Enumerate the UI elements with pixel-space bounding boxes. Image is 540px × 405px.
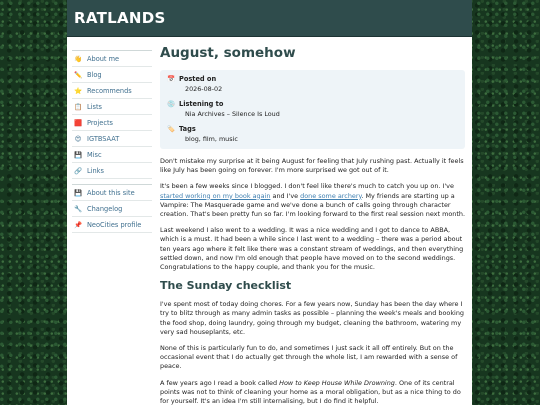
site-header [67,0,472,37]
sidebar-item-misc[interactable] [72,147,152,163]
sidebar-item-label: IGTBSAAT [87,134,120,143]
sidebar-item-label: Recommends [87,86,132,95]
sidebar-item-label: Links [87,166,104,175]
paragraph-text: A few years ago I read a book called [160,378,280,387]
post-meta-box [160,70,465,149]
sidebar-item-label: NeoCities profile [87,220,142,229]
pencil-icon: ✏️ [73,70,83,79]
tags-heading [167,125,458,133]
star-icon: ⭐ [73,86,83,95]
nav-group-main [72,50,152,179]
sidebar-item-label: Changelog [87,204,123,213]
sidebar-item-about-this-site[interactable] [72,185,152,201]
posted-date: 2026-08-02 [185,85,223,93]
clipboard-icon: 📋 [73,102,83,111]
posted-on-heading [167,75,458,83]
sidebar-item-blog[interactable] [72,67,152,83]
link-icon: 🔗 [73,166,83,175]
pushpin-icon: 📌 [73,220,83,229]
archery-link[interactable]: done some archery [300,191,362,200]
post-paragraph-3: Last weekend I also went to a wedding. It was a nice wedding and I got to dance to ABBA, which is a must. It had been a while since I last went to a wedding – there was a period about ten years ago where it felt like there was a constant stream of weddings, and then everything settled down, and now I'm old enough that people have moved on to the second weddings. Congratulations to the happy couple, and thank you for the music. [160,226,464,272]
post-paragraph-2 [160,182,465,219]
paragraph-text: and I've [270,191,301,200]
post-paragraph-6 [160,379,465,405]
nav-group-site [72,184,152,233]
sidebar-item-projects[interactable] [72,115,152,131]
post-paragraph-4: I've spent most of today doing chores. For a few years now, Sunday has been the day where I try to blitz through as many admin tasks as possible – planning the week's meals and booking the food shop, doing laundry, going through my budget, cleaning the bathroom, watering my very sad houseplants, etc. [160,300,465,336]
sidebar-item-igtbsaat[interactable] [72,131,152,147]
tags-value: blog, film, music [185,135,238,143]
sidebar-item-label: Misc [87,150,102,159]
heart-eyes-icon: 😍 [74,134,82,143]
calendar-icon: 📅 [167,75,176,83]
listening-to-heading [167,100,458,108]
sidebar-item-label: Projects [87,118,113,127]
paragraph-text: . My friends are starting up a Vampire: The Masquerade game and we've done a bunch of calls going through character creation. That's been pretty fun so far. I'm looking forward to the first real session next month. [160,191,466,219]
paragraph-text: It's been a few weeks since I blogged. I don't feel like there's much to catch you up on. I've [160,182,454,191]
post-paragraph-5: None of this is particularly fun to do, and sometimes I just sack it all off entirely. But on the occasional event that I do actually get through the whole list, I am rewarded with a sense of peace. [160,344,458,371]
tag-icon: 🏷️ [167,125,176,133]
sidebar-item-label: Lists [87,102,102,111]
red-square-icon: 🟥 [73,118,83,127]
post-paragraph-1: Don't mistake my surprise at it being August for feeling that July rushing past. Actually it feels like July has been going on forever. I'm more surprised we got out of it. [160,157,464,175]
page [67,0,472,405]
post-title: August, somehow [160,45,296,61]
sidebar-item-label: About me [87,54,120,63]
wrench-icon: 🔧 [73,204,83,213]
paragraph-text: . One of its central points was not to think of cleaning your home as a moral obligation, but as a nice thing to do for yourself. It's an idea I'm still internalising, but I do find it helpful. [160,378,461,405]
posted-on-label: Posted on [179,75,217,83]
floppy-disk-icon: 💾 [73,188,83,197]
wave-icon: 👋 [73,54,83,63]
listening-to-value: Nia Archives – Silence Is Loud [185,110,280,118]
main-content [160,45,465,405]
sidebar-item-label: Blog [87,70,102,79]
cd-icon: 💿 [167,100,176,108]
listening-to-label: Listening to [179,100,224,108]
book-link[interactable]: started working on my book again [160,191,271,200]
sidebar-item-recommends[interactable] [72,83,152,99]
sidebar-item-lists[interactable] [72,99,152,115]
book-title: How to Keep House While Drowning [279,378,395,387]
tags-label: Tags [179,125,196,133]
sidebar-item-links[interactable] [72,163,152,179]
sidebar-nav [72,50,152,233]
sidebar-item-label: About this site [87,188,135,197]
site-title[interactable]: RATLANDS [74,9,166,27]
sidebar-item-changelog[interactable] [72,201,152,217]
section-heading: The Sunday checklist [160,279,292,293]
sidebar-item-neocities-profile[interactable] [72,217,152,233]
sidebar-item-about-me[interactable] [72,51,152,67]
floppy-disk-icon: 💾 [73,150,83,159]
